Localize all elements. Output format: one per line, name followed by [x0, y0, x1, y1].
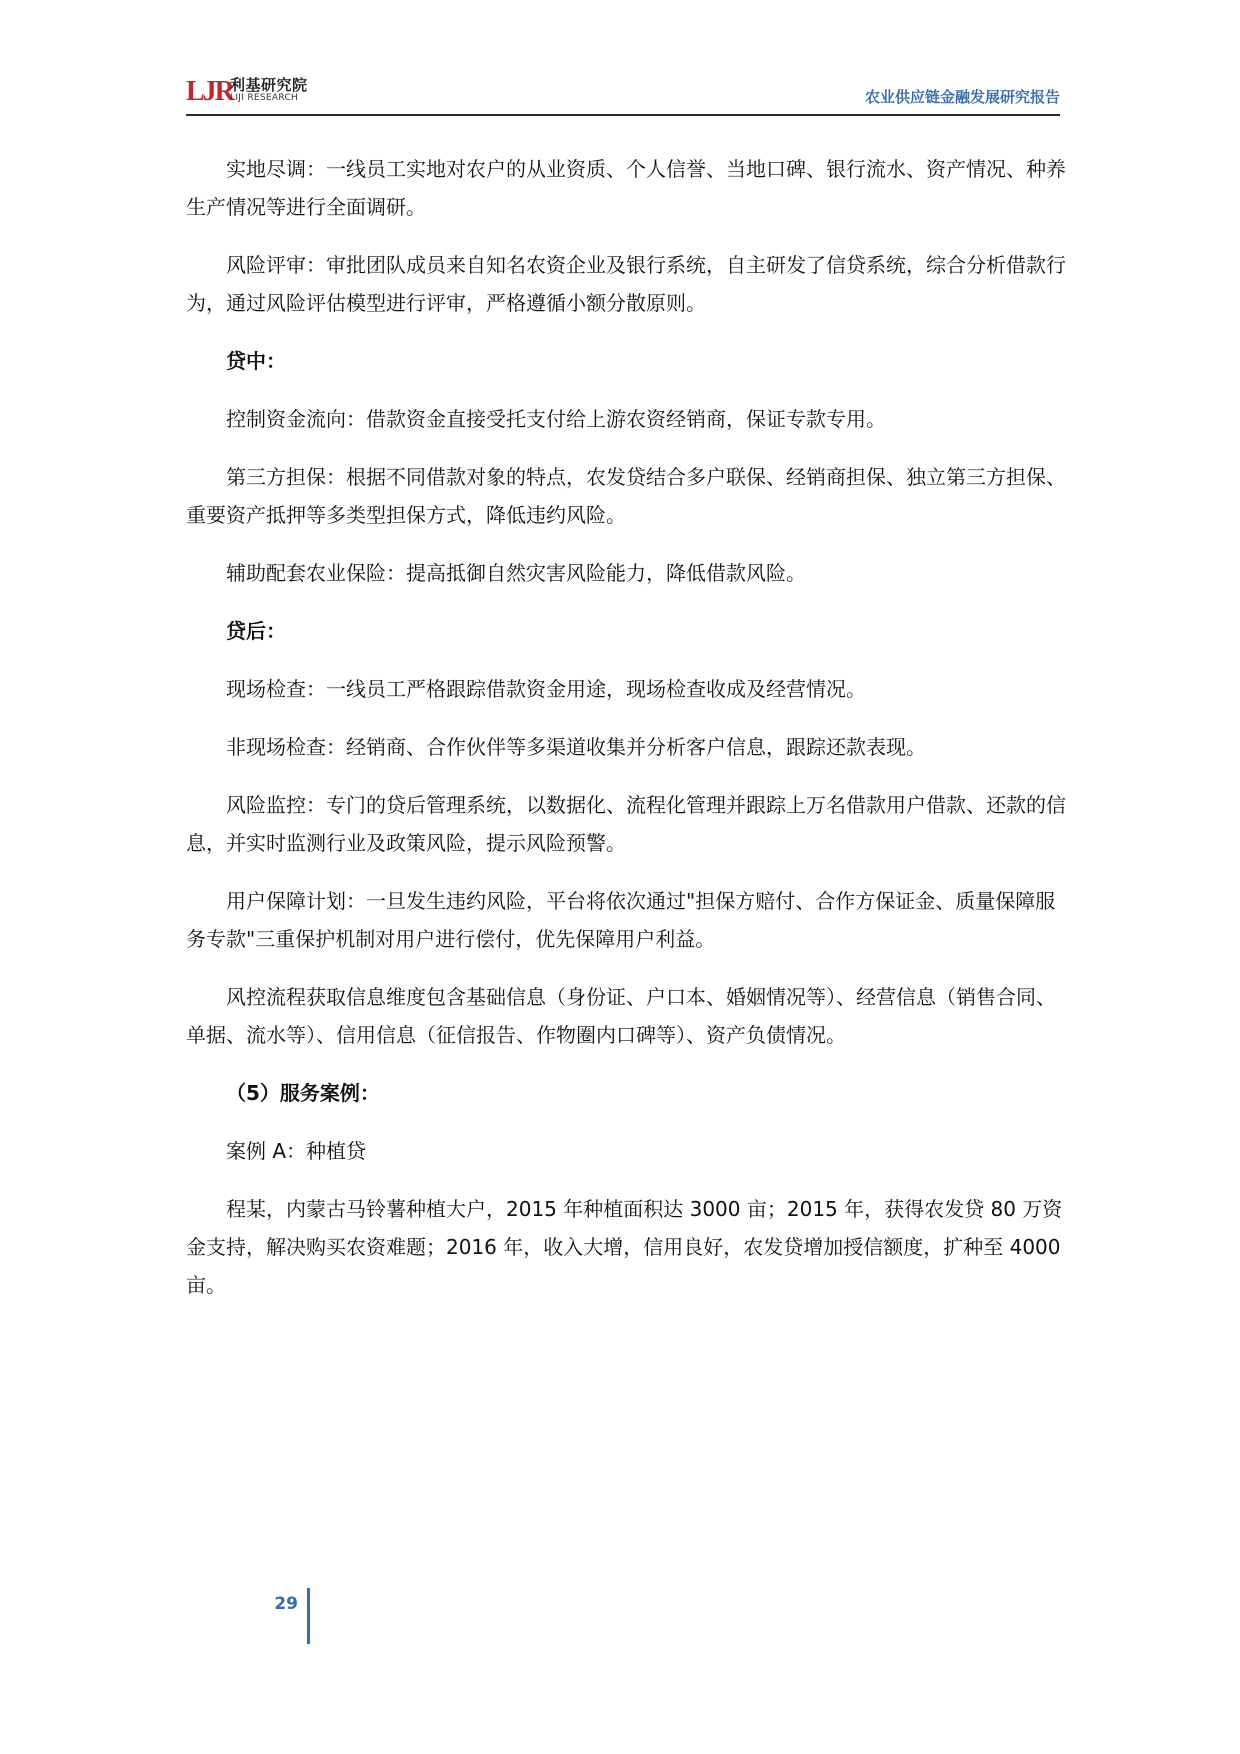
report-title: 农业供应链金融发展研究报告	[864, 88, 1060, 106]
paragraph-agri-insurance: 辅助配套农业保险：提高抵御自然灾害风险能力，降低借款风险。	[226, 561, 806, 585]
paragraph-case-a-detail: 程某，内蒙古马铃薯种植大户，2015 年种植面积达 3000 亩；2015 年，获得农发贷 80 万资金支持，解决购买农资难题；2016 年，收入大增，信用良好，农发贷增加授信额度，扩种至 4000 亩。	[186, 1197, 1063, 1297]
ljr-logo-mark	[186, 74, 233, 107]
paragraph-third-party-guarantee: 第三方担保：根据不同借款对象的特点，农发贷结合多户联保、经销商担保、独立第三方担保、重要资产抵押等多类型担保方式，降低违约风险。	[186, 465, 1066, 527]
logo-english-name: LIJI RESEARCH	[230, 93, 299, 103]
heading-service-case: （5）服务案例：	[226, 1081, 380, 1105]
paragraph-user-protection: 用户保障计划：一旦发生违约风险，平台将依次通过"担保方赔付、合作方保证金、质量保障服务专款"三重保护机制对用户进行偿付，优先保障用户利益。	[186, 889, 1056, 951]
paragraph-onsite-inspection: 现场检查：一线员工严格跟踪借款资金用途，现场检查收成及经营情况。	[226, 677, 866, 701]
paragraph-offsite-inspection: 非现场检查：经销商、合作伙伴等多渠道收集并分析客户信息，跟踪还款表现。	[226, 735, 926, 759]
heading-during-loan: 贷中：	[226, 349, 286, 373]
paragraph-field-survey: 实地尽调：一线员工实地对农户的从业资质、个人信誉、当地口碑、银行流水、资产情况、种养生产情况等进行全面调研。	[186, 157, 1066, 219]
paragraph-case-a-title: 案例 A：种植贷	[226, 1139, 367, 1163]
heading-post-loan: 贷后：	[226, 619, 286, 643]
paragraph-risk-review: 风险评审：审批团队成员来自知名农资企业及银行系统，自主研发了信贷系统，综合分析借款行为，通过风险评估模型进行评审，严格遵循小额分散原则。	[186, 253, 1066, 315]
page-number-divider	[307, 1588, 310, 1644]
paragraph-risk-monitoring: 风险监控：专门的贷后管理系统，以数据化、流程化管理并跟踪上万名借款用户借款、还款的信息，并实时监测行业及政策风险，提示风险预警。	[186, 793, 1066, 855]
logo-mark-text: LJR	[186, 76, 233, 107]
paragraph-fund-flow-control: 控制资金流向：借款资金直接受托支付给上游农资经销商，保证专款专用。	[226, 407, 886, 431]
logo-chinese-name: 利基研究院	[230, 76, 308, 94]
page-number: 29	[274, 1594, 298, 1614]
page-content	[186, 150, 1072, 1324]
page-header	[186, 72, 1060, 116]
paragraph-info-dimensions: 风控流程获取信息维度包含基础信息（身份证、户口本、婚姻情况等）、经营信息（销售合同、单据、流水等）、信用信息（征信报告、作物圈内口碑等）、资产负债情况。	[186, 985, 1056, 1047]
